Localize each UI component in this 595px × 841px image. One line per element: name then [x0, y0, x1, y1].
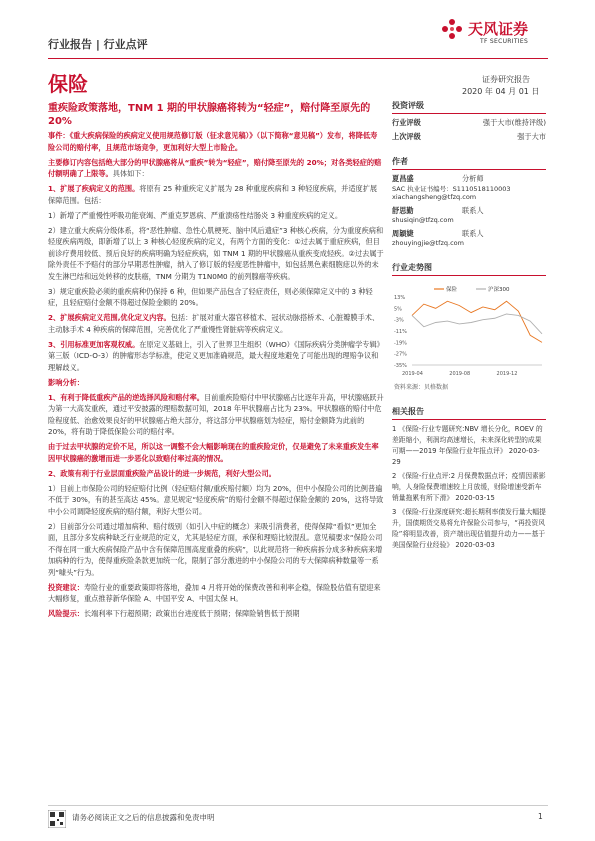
body-paragraph — [48, 483, 384, 518]
x-tick-label: 2019-08 — [449, 371, 471, 377]
paragraph-emphasis: 2、政策有利于行业层面重疾险产品设计的进一步规范，利好大型公司。 — [48, 468, 276, 478]
chart-section — [392, 262, 546, 276]
paragraph-text: 长端利率下行超预期；政策出台进度低于预期；保障险销售低于预期 — [83, 609, 300, 618]
chart-title: 行业走势图 — [392, 263, 432, 272]
author-entry — [392, 229, 546, 247]
last-rating-label: 上次评级 — [392, 132, 421, 141]
legend-label: 保险 — [446, 287, 458, 293]
sector-title: 保险 — [48, 72, 88, 96]
body-paragraph — [48, 312, 384, 335]
authors-divider — [392, 169, 546, 170]
x-tick-label: 2019-12 — [496, 371, 518, 377]
paragraph-text: 2）建立重大疾病分级体系，将“恶性肿瘤、急性心肌梗死、脑中风后遗症”3 种核心疾病，分为重度疾病和轻度疾病两级，即新增了以上 3 种核心轻度疾病的定义，有两个方面的变化：①过去属于重症疾病，但目前诊疗费用较低、预后良好的疾病明确为轻症疾病，如 TNM 1 期的甲状腺癌从重疾变成轻疾。②过去属于除外责任不予赔付的部分早期恶性肿瘤，纳入了修订版的轻度恶性肿瘤中，如包括黑色素细胞痣以外的未发生淋巴结和远处转移的皮肤癌，TNM 分期为 T1N0M0 的前列腺癌等疾病。 — [48, 225, 384, 281]
paragraph-text: 包括：扩展对重大器官移植术、冠状动脉搭桥术、心脏瓣膜手术、主动脉手术 4 种疾病的保障范围，完善优化了严重慢性肾脏病等疾病定义。 — [48, 313, 380, 334]
paragraph-emphasis: 《重大疾病保险的疾病定义使用规范修订版（征求意见稿）》（以下简称“意见稿”）发布，将降低寿险公司的赔付率，且规范市场竞争，更加利好大型上市险企。 — [48, 131, 378, 152]
author-role: 联系人 — [462, 229, 484, 238]
sidebar — [392, 100, 546, 252]
logo-text-cn: 天风证券 — [468, 20, 529, 38]
report-date: 2020 年 04 月 01 日 — [462, 87, 540, 96]
author-name: 舒思勤 — [392, 206, 414, 215]
paragraph-emphasis: 影响分析： — [48, 377, 84, 387]
industry-rating-value: 强于大市(维持评级) — [482, 118, 546, 127]
report-body — [48, 130, 384, 623]
logo-mark-icon — [440, 16, 464, 42]
page-number: 1 — [538, 812, 543, 821]
last-rating-value: 强于大市 — [517, 132, 546, 141]
author-role: 联系人 — [462, 206, 484, 215]
body-paragraph — [48, 608, 384, 620]
paragraph-text: 在原定义基础上，引入了世界卫生组织（WHO）《国际疾病分类肿瘤学专辑》第三版（ICD-O-3）的肿瘤形态学标准，使定义更加准确规范，最大程度地避免了可能出现的理赔争议和理解歧义。 — [48, 339, 384, 372]
rating-divider — [392, 113, 546, 114]
author-email[interactable]: xiachangsheng@tfzq.com — [392, 193, 477, 201]
author-entry — [392, 174, 546, 201]
paragraph-lead: 事件： — [48, 131, 70, 140]
industry-rating-row — [392, 118, 546, 128]
body-paragraph — [48, 377, 384, 389]
report-type: 证券研究报告 — [482, 75, 530, 84]
authors-list — [392, 174, 546, 247]
y-tick-label: -27% — [394, 351, 407, 358]
body-paragraph — [48, 392, 384, 438]
report-headline: 重疾险政策落地，TNM 1 期的甲状腺癌将转为“轻症”，赔付降至原先的 20% — [48, 103, 371, 127]
body-paragraph — [48, 339, 384, 374]
paragraph-emphasis: 1、扩展了疾病定义的范围。 — [48, 184, 140, 193]
related-title: 相关报告 — [392, 407, 424, 416]
body-paragraph — [48, 441, 384, 464]
paragraph-text: 1）目前上市保险公司的轻症赔付比例（轻症赔付额/重疾赔付额）均为 20%，但中小保险公司的比例普遍不低于 30%，有的甚至高达 45%。意见规定“轻度疾病”的赔付金额不得超过保险金额的 20%，这将导致中小公司调降轻度疾病的赔付额，利好大型公司。 — [48, 483, 384, 516]
related-report-item[interactable]: 1 《保险-行业专题研究:NBV 增长分化，ROEV 的差距缩小，利润均高速增长，未来深化转型的成果可期——2019 年保险行业年报点评》 2020-03-29 — [392, 425, 543, 466]
authors-title: 作者 — [392, 157, 408, 166]
author-email[interactable]: zhouyingjie@tfzq.com — [392, 239, 464, 247]
paragraph-text: 寿险行业的重要政策即将落地，叠加 4 月将开始的保费改善和利率企稳，保险股估值有望迎来大幅修复，重点推荐新华保险 A、中国平安 A、中国太保 H。 — [48, 582, 381, 603]
rating-title: 投资评级 — [392, 101, 424, 110]
paragraph-text: 3）规定重疾险必须的重疾病种仍保持 6 种，但如果产品包含了轻症责任，则必须保障定义中的 3 种轻症，且轻症赔付金额不得超过保险金额的 20%。 — [48, 286, 373, 307]
y-tick-label: -3% — [394, 317, 404, 324]
body-paragraph — [48, 468, 384, 480]
body-paragraph — [48, 582, 384, 605]
body-paragraph — [48, 210, 384, 222]
paragraph-emphasis: 由于过去甲状腺的定价不足，所以这一调整不会大幅影响现在的重疾险定价，仅是避免了未来重疾发生率因甲状腺癌的激增而进一步恶化以致赔付率过高的情况。 — [48, 442, 379, 463]
paragraph-lead: 风险提示： — [48, 609, 84, 618]
industry-rating-label: 行业评级 — [392, 118, 421, 127]
author-role: 分析师 — [462, 174, 484, 183]
y-tick-label: 5% — [394, 306, 402, 313]
author-email[interactable]: shusiqin@tfzq.com — [392, 216, 454, 224]
paragraph-emphasis: 3、引用标准更加客观权威。 — [48, 339, 140, 349]
body-paragraph — [48, 157, 384, 180]
footer-disclaimer: 请务必阅读正文之后的信息披露和免责申明 — [72, 813, 215, 822]
body-paragraph — [48, 183, 384, 206]
y-tick-label: -11% — [394, 329, 407, 335]
author-cert: SAC 执业证书编号：S1110518110003 — [392, 185, 511, 193]
report-category: 行业报告 | 行业点评 — [48, 38, 148, 51]
paragraph-text: 1）新增了严重慢性呼吸功能衰竭、严重克罗恩病、严重溃疡性结肠炎 3 种重度疾病的定义。 — [48, 210, 343, 220]
y-tick-label: 13% — [394, 295, 406, 301]
header-divider — [48, 58, 548, 59]
author-entry — [392, 206, 546, 224]
body-paragraph — [48, 225, 384, 283]
related-reports — [392, 406, 546, 551]
paragraph-emphasis: 主要修订内容包括绝大部分的甲状腺癌将从“重疾”转为“轻症”，赔付降至原先的 20%；对各类轻症的赔付额明确了上限等。 — [48, 157, 382, 178]
series-line-0 — [412, 301, 542, 342]
paragraph-emphasis: 1、有利于降低重疾产品的逆选择风险和赔付率。 — [48, 392, 204, 402]
chart-divider — [392, 275, 546, 276]
x-tick-label: 2019-04 — [402, 371, 423, 377]
y-tick-label: -35% — [394, 363, 407, 369]
body-paragraph — [48, 130, 384, 153]
y-tick-label: -19% — [394, 340, 407, 347]
paragraph-text: 目前重疾险赔付中甲状腺癌占比逐年升高，甲状腺癌跃升为第一大高发重疾，通过平安披露的理赔数据可知，2018 年甲状腺癌占比为 23%。甲状腺癌的赔付中危险程度低、治愈效果良好的甲状腺癌占绝大部分，将这部分甲状腺癌划为轻症，赔付金额降为此前的 20%，将有助于降低保险公司的赔付率。 — [48, 392, 384, 436]
footer-divider — [48, 805, 548, 806]
qr-code-icon — [48, 810, 66, 828]
paragraph-lead: 投资建议： — [48, 582, 84, 592]
author-name: 夏昌盛 — [392, 174, 414, 183]
paragraph-text: 2）目前部分公司通过增加病种、赔付级别（如引入中症的概念）来吸引消费者，使得保障“看似”更加全面，且部分多发病种缺乏行业规范的定义，尤其是轻症方面，承保和理赔比较混乱。意见稿要求“保险公司不得在同一重大疾病保险产品中含有保障范围高度重叠的疾病”，以此规范将一种疾病拆分成多种疾病来增加病种的行为，使得重疾险条款更加统一化，限制了部分激进的中小保险公司的专大保障病种数量等一系列“噱头”行为。 — [48, 521, 383, 577]
body-paragraph — [48, 286, 384, 309]
related-report-item[interactable]: 3 《保险-行业深度研究:超长期利率债发行量大幅提升，国债期货交易将允许保险公司参与，“再投资风险”将明显改善，资产端出现估值提升动力——基于美国保险行业经验》 2020-03-03 — [392, 508, 546, 549]
paragraph-text: 将原有 25 种重疾定义扩展为 28 种重度疾病和 3 种轻度疾病，并适度扩展保障范围。包括： — [48, 184, 378, 205]
legend-label: 沪深300 — [488, 287, 510, 293]
paragraph-text: 具体如下： — [112, 169, 149, 178]
body-paragraph — [48, 521, 384, 579]
paragraph-emphasis: 2、扩展疾病定义范围,优化定义内容。 — [48, 313, 171, 322]
series-line-1 — [412, 314, 542, 334]
related-report-item[interactable]: 2 《保险-行业点评:2 月保费数据点评；疫情因素影响，人身险保费增速较上月放缓，财险增速受新车销量拖累有所下滑》 2020-03-15 — [392, 472, 546, 502]
logo-text-en: TF SECURITIES — [480, 38, 529, 45]
author-name: 周颖婕 — [392, 229, 414, 238]
chart-source: 资料来源：贝格数据 — [394, 384, 449, 391]
last-rating-row — [392, 132, 546, 142]
industry-trend-chart — [394, 285, 546, 380]
related-divider — [392, 419, 546, 420]
